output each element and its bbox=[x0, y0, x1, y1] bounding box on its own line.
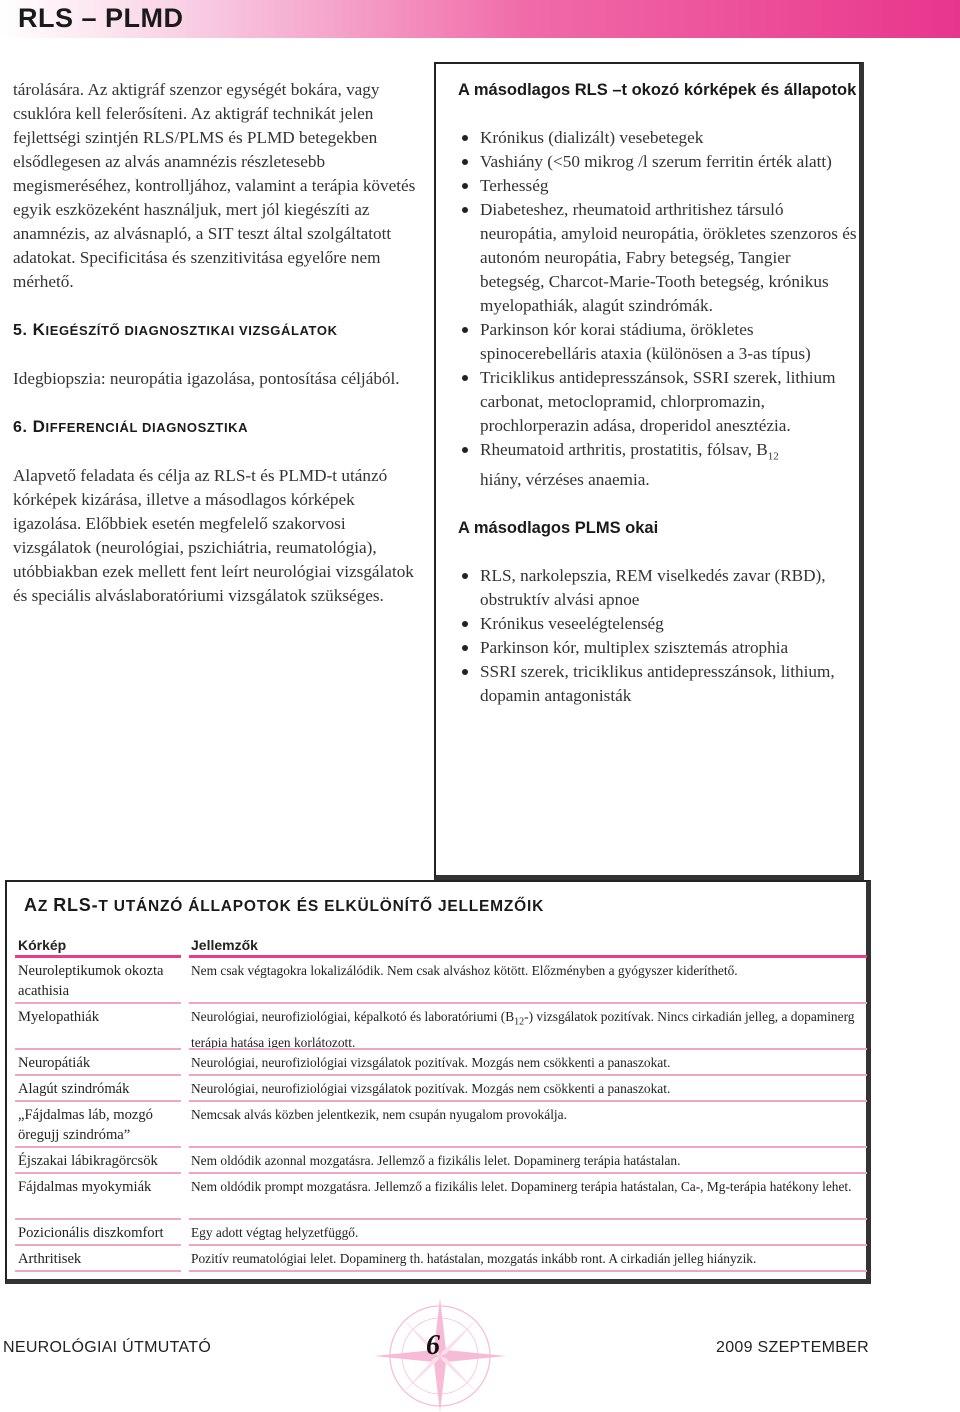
list-item: Parkinson kór, multiplex szisztemás atrophia bbox=[458, 636, 858, 660]
list-item: Rheumatoid arthritis, prostatitis, fólsav, $B_{12}$ hiány, vérzéses anaemia. bbox=[458, 438, 858, 492]
bullet-icon bbox=[462, 183, 468, 189]
list-item: Terhesség bbox=[458, 174, 858, 198]
secondary-causes-box bbox=[434, 62, 864, 880]
list-item: Krónikus (dializált) vesebetegek bbox=[458, 126, 858, 150]
paragraph-actigraph: tárolására. Az aktigráf szenzor egységét bokára, vagy csuklóra kell felerősíteni. Az aktigráf technikát jelen fejlettségi szintjén RLS/PLMS és PLMD betegekben elsődlegesen az alvás anamnézis részletesebb megismeréséhez, kontrolljához, valamint a terápia követés egyik eszközeként használjuk, mert jól kiegészíti az anamnézis, az alvásnapló, a SIT teszt által szolgáltatott adatokat. Specificitása és szenzitivitása egyelőre nem mérhető. bbox=[13, 80, 416, 291]
bullet-icon bbox=[462, 327, 468, 333]
secondary-rls-list bbox=[458, 126, 858, 492]
table-row: Arthritisek Pozitív reumatológiai lelet. Dopaminerg th. hatástalan, mozgatás inkább ront. A cirkadián jelleg hiányzik. bbox=[15, 1246, 867, 1272]
footer-publication: NEUROLÓGIAI ÚTMUTATÓ bbox=[3, 1339, 212, 1356]
section-title-rest: IFFERENCIÁL DIAGNOSZTIKA bbox=[45, 420, 249, 435]
bullet-icon bbox=[462, 159, 468, 165]
mimics-table-box bbox=[5, 880, 871, 1284]
table-row: Alagút szindrómák Neurológiai, neurofiziológiai vizsgálatok pozitívak. Mozgás nem csökkenti a panaszokat. bbox=[15, 1076, 867, 1102]
section-number: 6. bbox=[13, 419, 28, 436]
section-initial: D bbox=[32, 417, 46, 436]
bullet-icon bbox=[462, 135, 468, 141]
bullet-icon bbox=[462, 621, 468, 627]
section-heading-6 bbox=[13, 415, 423, 440]
bullet-icon bbox=[462, 645, 468, 651]
mimics-table bbox=[15, 932, 867, 1272]
list-item: Diabeteshez, rheumatoid arthritishez társuló neuropátia, amyloid neuropátia, örökletes szenzoros és autonóm neuropátia, Fabry betegség, Tangier betegség, Charcot-Marie-Tooth betegség, krónikus myelopathiák, alagút szindrómák. bbox=[458, 198, 858, 318]
paragraph-biopsy: Idegbiopszia: neuropátia igazolása, pontosítása céljából. bbox=[13, 369, 400, 388]
list-item: RLS, narkolepszia, REM viselkedés zavar (RBD), obstruktív alvási apnoe bbox=[458, 564, 858, 612]
column-header-jellemzok: Jellemzők bbox=[191, 937, 258, 953]
page-title: RLS – PLMD bbox=[18, 3, 184, 33]
bullet-icon bbox=[462, 669, 468, 675]
bullet-icon bbox=[462, 447, 468, 453]
table-row: Éjszakai lábikragörcsök Nem oldódik azonnal mozgatásra. Jellemző a fizikális lelet. Dopaminerg terápia hatástalan. bbox=[15, 1148, 867, 1174]
section-initial: K bbox=[32, 320, 46, 339]
table-title: AZ RLS-T UTÁNZÓ ÁLLAPOTOK ÉS ELKÜLÖNÍTŐ JELLEMZŐIK bbox=[24, 895, 545, 915]
list-item: Parkinson kór korai stádiuma, örökletes spinocerebelláris ataxia (különösen a 3-as típus) bbox=[458, 318, 858, 366]
table-row: „Fájdalmas láb, mozgó öregujj szindróma” Nemcsak alvás közben jelentkezik, nem csupán nyugalom provokálja. bbox=[15, 1102, 867, 1148]
footer-date: 2009 SZEPTEMBER bbox=[716, 1339, 869, 1356]
table-header-row bbox=[15, 932, 867, 958]
list-item: SSRI szerek, triciklikus antidepresszánsok, lithium, dopamin antagonisták bbox=[458, 660, 858, 708]
table-row: Neuroleptikumok okozta acathisia Nem csak végtagokra lokalizálódik. Nem csak alváshoz kötött. Előzményben a gyógyszer kideríthető. bbox=[15, 958, 867, 1004]
compass-rose-watermark bbox=[330, 1296, 550, 1412]
list-item: Vashiány (<50 mikrog /l szerum ferritin érték alatt) bbox=[458, 150, 858, 174]
table-row: Pozicionális diszkomfort Egy adott végtag helyzetfüggő. bbox=[15, 1220, 867, 1246]
table-row: Fájdalmas myokymiák Nem oldódik prompt mozgatásra. Jellemző a fizikális lelet. Dopaminerg terápia hatástalan, Ca-, Mg-terápia hatékony lehet. bbox=[15, 1174, 867, 1220]
page-number: 6 bbox=[426, 1330, 440, 1361]
table-row: Myelopathiák Neurológiai, neurofiziológiai, képalkotó és laboratóriumi $(B_{12}-)$ vizsgálatok pozitívak. Nincs cirkadián jelleg, a dopaminerg terápia hatása igen korlátozott. bbox=[15, 1004, 867, 1050]
bullet-icon bbox=[462, 207, 468, 213]
box-title-secondary-rls: A másodlagos RLS –t okozó kórképek és állapotok bbox=[458, 81, 857, 99]
bullet-icon bbox=[462, 375, 468, 381]
column-header-korkep: Kórkép bbox=[18, 937, 67, 953]
section-number: 5. bbox=[13, 322, 28, 339]
page-header-band bbox=[0, 0, 960, 38]
box-title-secondary-plms: A másodlagos PLMS okai bbox=[458, 519, 659, 538]
list-item: Triciklikus antidepresszánsok, SSRI szerek, lithium carbonat, metoclopramid, chlorpromazin, prochlorperazin adása, droperidol anesztézia. bbox=[458, 366, 858, 438]
section-title-rest: IEGÉSZÍTŐ DIAGNOSZTIKAI VIZSGÁLATOK bbox=[45, 323, 338, 338]
bullet-icon bbox=[462, 573, 468, 579]
list-item: Krónikus veseelégtelenség bbox=[458, 612, 858, 636]
secondary-plms-list bbox=[458, 564, 858, 708]
table-row: Neuropátiák Neurológiai, neurofiziológiai vizsgálatok pozitívak. Mozgás nem csökkenti a panaszokat. bbox=[15, 1050, 867, 1076]
section-heading-5 bbox=[13, 318, 423, 343]
paragraph-differential: Alapvető feladata és célja az RLS-t és PLMD-t utánzó kórképek kizárása, illetve a másodlagos kórképek igazolása. Előbbiek esetén megfelelő szakorvosi vizsgálatok (neurológiai, pszichiátria, reumatológia), utóbbiakban ezek mellett fent leírt neurológiai vizsgálatok és speciális alváslaboratóriumi vizsgálatok szükséges. bbox=[13, 466, 414, 605]
left-column bbox=[13, 78, 423, 608]
